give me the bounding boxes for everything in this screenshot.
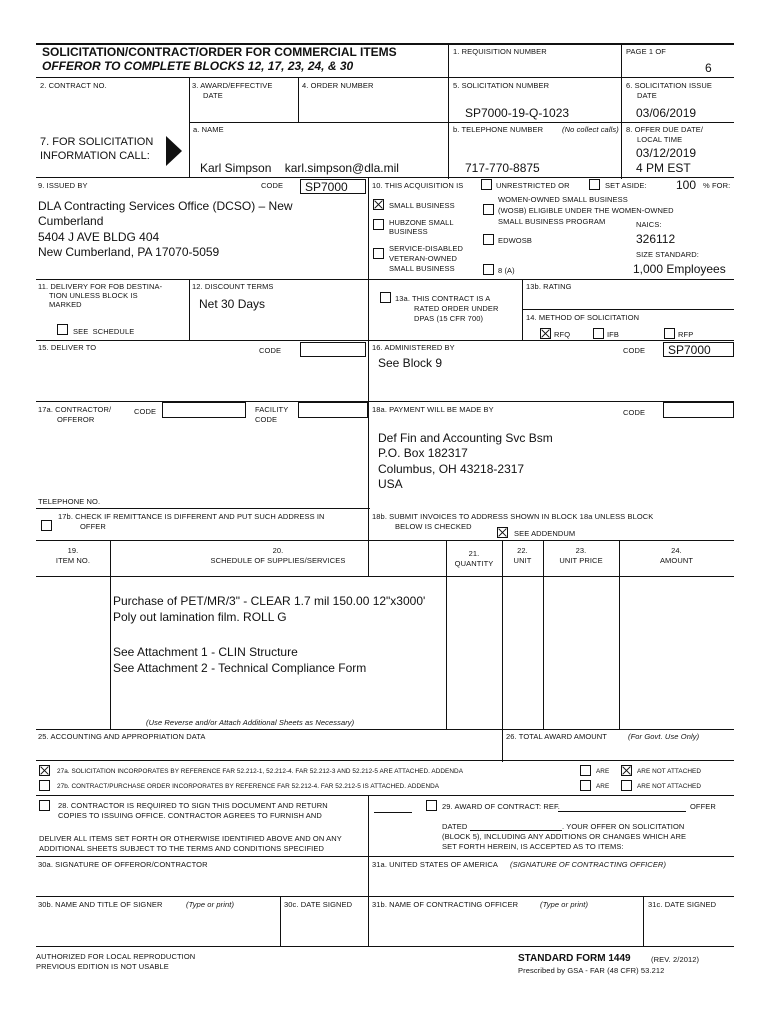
signer-date-label: 30c. DATE SIGNED	[284, 900, 353, 909]
col-amount-header: AMOUNT	[659, 556, 694, 565]
contract-no-label: 2. CONTRACT NO.	[40, 81, 107, 90]
fob-label-2: TION UNLESS BLOCK IS	[49, 291, 138, 300]
due-label: 8. OFFER DUE DATE/	[626, 125, 704, 134]
small-business-checkbox[interactable]	[373, 199, 384, 210]
rule	[189, 122, 734, 123]
rating-label: 13b. RATING	[526, 282, 572, 291]
block29-offer: OFFER	[690, 802, 716, 811]
rule	[621, 44, 622, 179]
block28-line-3: DELIVER ALL ITEMS SET FORTH OR OTHERWISE IDENTIFIED ABOVE AND ON ANY	[39, 834, 342, 843]
phone-value: 717-770-8875	[465, 161, 540, 175]
payment-address-1: Def Fin and Accounting Svc Bsm	[378, 431, 553, 445]
arrow-right-icon	[164, 134, 184, 168]
footer-authorized: AUTHORIZED FOR LOCAL REPRODUCTION	[36, 952, 196, 961]
issue-date: 03/06/2019	[636, 106, 697, 120]
issued-by-code-box[interactable]	[300, 179, 366, 194]
facility-code-box[interactable]	[298, 402, 368, 418]
block29-line-2: . YOUR OFFER ON SOLICITATION	[562, 822, 685, 831]
addenda-27b-are-checkbox[interactable]	[580, 780, 591, 791]
col-unit-price-num: 23.	[575, 546, 587, 555]
addenda-27a-are: ARE	[596, 768, 610, 775]
administered-code-box[interactable]	[663, 342, 734, 357]
wosb-label: WOMEN-OWNED SMALL BUSINESS	[498, 195, 628, 204]
due-label-2: LOCAL TIME	[637, 135, 683, 144]
col-supplies-header: SCHEDULE OF SUPPLIES/SERVICES	[210, 556, 346, 565]
rule	[36, 177, 734, 178]
remittance-checkbox[interactable]	[41, 520, 52, 531]
contractor-code-box[interactable]	[162, 402, 246, 418]
rule	[502, 540, 503, 762]
ref-blank	[558, 811, 686, 812]
rated-order-label-2: RATED ORDER UNDER	[414, 304, 499, 313]
solicitation-number-label: 5. SOLICITATION NUMBER	[453, 81, 550, 90]
rfp-label: RFP	[678, 330, 694, 339]
accounting-label: 25. ACCOUNTING AND APPROPRIATION DATA	[38, 732, 206, 741]
form-subtitle: OFFEROR TO COMPLETE BLOCKS 12, 17, 23, 24, & 30	[42, 59, 354, 73]
phone-note: (No collect calls)	[562, 125, 619, 134]
block28-line-1: 28. CONTRACTOR IS REQUIRED TO SIGN THIS DOCUMENT AND RETURN	[58, 801, 328, 810]
payment-label: 18a. PAYMENT WILL BE MADE BY	[372, 405, 494, 414]
info-call-label: 7. FOR SOLICITATION	[40, 136, 154, 148]
solicitation-number: SP7000-19-Q-1023	[465, 106, 570, 120]
block29-line-1: 29. AWARD OF CONTRACT: REF.	[442, 802, 560, 811]
rule	[36, 760, 734, 761]
naics-value: 326112	[636, 232, 676, 246]
info-call-label-2: INFORMATION CALL:	[40, 150, 150, 162]
block28-line-2: COPIES TO ISSUING OFFICE. CONTRACTOR AGREES TO FURNISH AND	[58, 811, 322, 820]
col-unit-num: 22.	[517, 546, 528, 555]
edwosb-label: EDWOSB	[498, 236, 532, 245]
percent-for-label: % FOR:	[703, 181, 731, 190]
requisition-label: 1. REQUISITION NUMBER	[453, 47, 547, 56]
form-name: STANDARD FORM 1449	[518, 953, 631, 964]
facility-code-label: FACILITY	[255, 405, 289, 414]
addenda-27a-are-checkbox[interactable]	[580, 765, 591, 776]
addenda-27b-are-not: ARE NOT ATTACHED	[637, 783, 702, 790]
rule	[189, 279, 190, 341]
set-aside-label: SET ASIDE:	[605, 181, 647, 190]
submit-invoices-label: 18b. SUBMIT INVOICES TO ADDRESS SHOWN IN BLOCK 18a UNLESS BLOCK	[372, 512, 654, 521]
clause-27a-label: 27a. SOLICITATION INCORPORATES BY REFERENCE FAR 52.212-1, 52.212-4. FAR 52.212-3 AND 52.212-5 ARE ATTACHED. ADDENDA	[57, 768, 464, 775]
rfq-checkbox[interactable]	[540, 328, 551, 339]
prescribed-by: Prescribed by GSA - FAR (48 CFR) 53.212	[518, 966, 665, 975]
issued-by-address-3: 5404 J AVE BLDG 404	[38, 230, 160, 244]
award-date-label-2: DATE	[203, 91, 223, 100]
order-number-label: 4. ORDER NUMBER	[302, 81, 374, 90]
schedule-line-1: Purchase of PET/MR/3" - CLEAR 1.7 mil 150.00 12"x3000'	[113, 594, 426, 608]
sdvosb-checkbox[interactable]	[373, 248, 384, 259]
administered-code-label: CODE	[623, 346, 646, 355]
eight-a-label: 8 (A)	[498, 266, 515, 275]
rule	[368, 177, 369, 577]
issued-by-address-2: Cumberland	[38, 214, 104, 228]
rule	[446, 540, 447, 730]
hubzone-label-2: BUSINESS	[389, 227, 428, 236]
see-schedule-checkbox[interactable]	[57, 324, 68, 335]
col-amount-num: 24.	[671, 546, 682, 555]
contractor-sign-checkbox[interactable]	[39, 800, 50, 811]
addenda-27a-are-not-checkbox[interactable]	[621, 765, 632, 776]
usa-signature-note: (SIGNATURE OF CONTRACTING OFFICER)	[510, 860, 667, 869]
total-award-note: (For Govt. Use Only)	[628, 732, 700, 741]
clause-27b-checkbox[interactable]	[39, 780, 50, 791]
rule	[280, 896, 281, 947]
rule	[36, 401, 734, 402]
set-aside-percent: 100	[676, 178, 697, 192]
payment-code-box[interactable]	[663, 402, 734, 418]
method-label: 14. METHOD OF SOLICITATION	[526, 313, 640, 322]
block29-dated: DATED	[442, 822, 468, 831]
wosb-label-2: (WOSB) ELIGIBLE UNDER THE WOMEN-OWNED	[498, 206, 674, 215]
block28-line-4: ADDITIONAL SHEETS SUBJECT TO THE TERMS AND CONDITIONS SPECIFIED	[39, 844, 324, 853]
rule	[368, 795, 369, 947]
fob-label-3: MARKED	[49, 300, 82, 309]
phone-label: b. TELEPHONE NUMBER	[453, 125, 544, 134]
issue-date-label: 6. SOLICITATION ISSUE	[626, 81, 713, 90]
deliver-to-label: 15. DELIVER TO	[38, 343, 97, 352]
submit-invoices-label-2: BELOW IS CHECKED	[395, 522, 472, 531]
addenda-27b-are: ARE	[596, 783, 610, 790]
rule	[110, 540, 111, 730]
edwosb-checkbox[interactable]	[483, 234, 494, 245]
schedule-line-2: Poly out lamination film. ROLL G	[113, 610, 287, 624]
rule	[522, 309, 734, 310]
copies-blank	[374, 812, 412, 813]
signer-name-note: (Type or print)	[186, 900, 235, 909]
remittance-label: 17b. CHECK IF REMITTANCE IS DIFFERENT AND PUT SUCH ADDRESS IN	[58, 512, 325, 521]
col-unit-price-header: UNIT PRICE	[559, 556, 603, 565]
size-standard-label: SIZE STANDARD:	[636, 250, 699, 259]
deliver-to-code-box[interactable]	[300, 342, 366, 357]
rated-order-label: 13a. THIS CONTRACT IS A	[395, 294, 491, 303]
rated-order-checkbox[interactable]	[380, 292, 391, 303]
rule	[36, 77, 734, 78]
acquisition-label: 10. THIS ACQUISITION IS	[372, 181, 464, 190]
ifb-checkbox[interactable]	[593, 328, 604, 339]
see-addendum-checkbox[interactable]	[497, 527, 508, 538]
form-revision: (REV. 2/2012)	[651, 955, 700, 964]
issued-by-address-4: New Cumberland, PA 17070-5059	[38, 245, 220, 259]
name-label: a. NAME	[193, 125, 224, 134]
block29-line-4: SET FORTH HEREIN, IS ACCEPTED AS TO ITEMS:	[442, 842, 624, 851]
hubzone-checkbox[interactable]	[373, 219, 384, 230]
form-border-bottom	[36, 946, 734, 947]
rule	[36, 540, 734, 541]
rfq-label: RFQ	[554, 330, 571, 339]
telephone-label: TELEPHONE NO.	[38, 497, 101, 506]
wosb-label-3: SMALL BUSINESS PROGRAM	[498, 217, 606, 226]
payment-address-3: Columbus, OH 43218-2317	[378, 462, 525, 476]
rfp-checkbox[interactable]	[664, 328, 675, 339]
col-unit-header: UNIT	[513, 556, 532, 565]
rule	[36, 896, 734, 897]
dated-blank	[470, 830, 562, 831]
rule	[36, 729, 734, 730]
rule	[36, 795, 734, 796]
rule	[298, 77, 299, 122]
sdvosb-label-2: VETERAN-OWNED	[389, 254, 457, 263]
block29-line-3: (BLOCK 5), INCLUDING ANY ADDITIONS OR CHANGES WHICH ARE	[442, 832, 687, 841]
contractor-label: 17a. CONTRACTOR/	[38, 405, 112, 414]
usa-signature-label: 31a. UNITED STATES OF AMERICA	[372, 860, 498, 869]
clause-27b-label: 27b. CONTRACT/PURCHASE ORDER INCORPORATES BY REFERENCE FAR 52.212-4. FAR 52.212-5 IS ATTACHED. ADDENDA	[57, 783, 440, 790]
set-aside-checkbox[interactable]	[589, 179, 600, 190]
officer-date-label: 31c. DATE SIGNED	[648, 900, 717, 909]
small-business-label: SMALL BUSINESS	[389, 201, 455, 210]
addenda-27a-are-not: ARE NOT ATTACHED	[637, 768, 702, 775]
due-date: 03/12/2019	[636, 146, 697, 160]
discount-terms-value: Net 30 Days	[199, 297, 266, 311]
payment-address-2: P.O. Box 182317	[378, 446, 468, 460]
administered-by-value: See Block 9	[378, 356, 443, 370]
award-checkbox[interactable]	[426, 800, 437, 811]
contractor-code-label: CODE	[134, 407, 157, 416]
payment-code-label: CODE	[623, 408, 646, 417]
col-item-no-header: ITEM NO.	[55, 556, 91, 565]
size-standard-value: 1,000 Employees	[633, 262, 726, 276]
offeror-signature-label: 30a. SIGNATURE OF OFFEROR/CONTRACTOR	[38, 860, 208, 869]
rule	[36, 279, 734, 280]
col-item-no-num: 19.	[67, 546, 79, 555]
page-label: PAGE 1 OF	[626, 47, 666, 56]
signer-name-label: 30b. NAME AND TITLE OF SIGNER	[38, 900, 163, 909]
unrestricted-label: UNRESTRICTED OR	[496, 181, 570, 190]
eight-a-checkbox[interactable]	[483, 264, 494, 275]
footer-previous: PREVIOUS EDITION IS NOT USABLE	[36, 962, 169, 971]
unrestricted-checkbox[interactable]	[481, 179, 492, 190]
officer-name-note: (Type or print)	[540, 900, 589, 909]
facility-code-label-2: CODE	[255, 415, 278, 424]
ifb-label: IFB	[607, 330, 619, 339]
see-schedule-label: SEE SCHEDULE	[73, 327, 135, 336]
fob-label: 11. DELIVERY FOR FOB DESTINA-	[38, 282, 163, 291]
total-award-label: 26. TOTAL AWARD AMOUNT	[506, 732, 607, 741]
clause-27a-checkbox[interactable]	[39, 765, 50, 776]
due-time: 4 PM EST	[636, 161, 691, 175]
wosb-checkbox[interactable]	[483, 204, 494, 215]
form-title: SOLICITATION/CONTRACT/ORDER FOR COMMERCIAL ITEMS	[42, 45, 397, 59]
rule	[543, 540, 544, 730]
discount-terms-label: 12. DISCOUNT TERMS	[192, 282, 274, 291]
page-total: 6	[705, 61, 712, 75]
addenda-27b-are-not-checkbox[interactable]	[621, 780, 632, 791]
issued-by-address-1: DLA Contracting Services Office (DCSO) – New	[38, 199, 293, 213]
issued-by-code: SP7000	[305, 180, 348, 194]
col-quantity-header: QUANTITY	[454, 559, 494, 568]
administered-code: SP7000	[668, 343, 711, 357]
see-addendum-label: SEE ADDENDUM	[514, 529, 576, 538]
rule	[643, 896, 644, 947]
schedule-line-5: See Attachment 2 - Technical Compliance Form	[113, 661, 367, 675]
issued-by-label: 9. ISSUED BY	[38, 181, 88, 190]
rule	[448, 44, 449, 179]
issue-date-label-2: DATE	[637, 91, 657, 100]
hubzone-label: HUBZONE SMALL	[389, 218, 454, 227]
issued-by-code-label: CODE	[261, 181, 284, 190]
rule	[189, 77, 190, 178]
reverse-note: (Use Reverse and/or Attach Additional Sheets as Necessary)	[146, 718, 355, 727]
contractor-label-2: OFFEROR	[57, 415, 95, 424]
rule	[36, 576, 734, 577]
remittance-label-2: OFFER	[80, 522, 106, 531]
rule	[619, 540, 620, 730]
sdvosb-label: SERVICE-DISABLED	[389, 244, 463, 253]
rule	[36, 856, 734, 857]
schedule-line-4: See Attachment 1 - CLIN Structure	[113, 645, 298, 659]
officer-name-label: 31b. NAME OF CONTRACTING OFFICER	[372, 900, 519, 909]
payment-address-4: USA	[378, 477, 403, 491]
col-supplies-num: 20.	[272, 546, 284, 555]
rule	[522, 279, 523, 341]
administered-by-label: 16. ADMINISTERED BY	[372, 343, 455, 352]
award-date-label: 3. AWARD/EFFECTIVE	[192, 81, 273, 90]
rated-order-label-3: DPAS (15 CFR 700)	[414, 314, 484, 323]
poc-name: Karl Simpson karl.simpson@dla.mil	[200, 161, 399, 175]
naics-label: NAICS:	[636, 220, 662, 229]
sdvosb-label-3: SMALL BUSINESS	[389, 264, 455, 273]
col-quantity-num: 21.	[468, 549, 480, 558]
deliver-to-code-label: CODE	[259, 346, 282, 355]
rule	[36, 340, 734, 341]
rule	[36, 508, 370, 509]
